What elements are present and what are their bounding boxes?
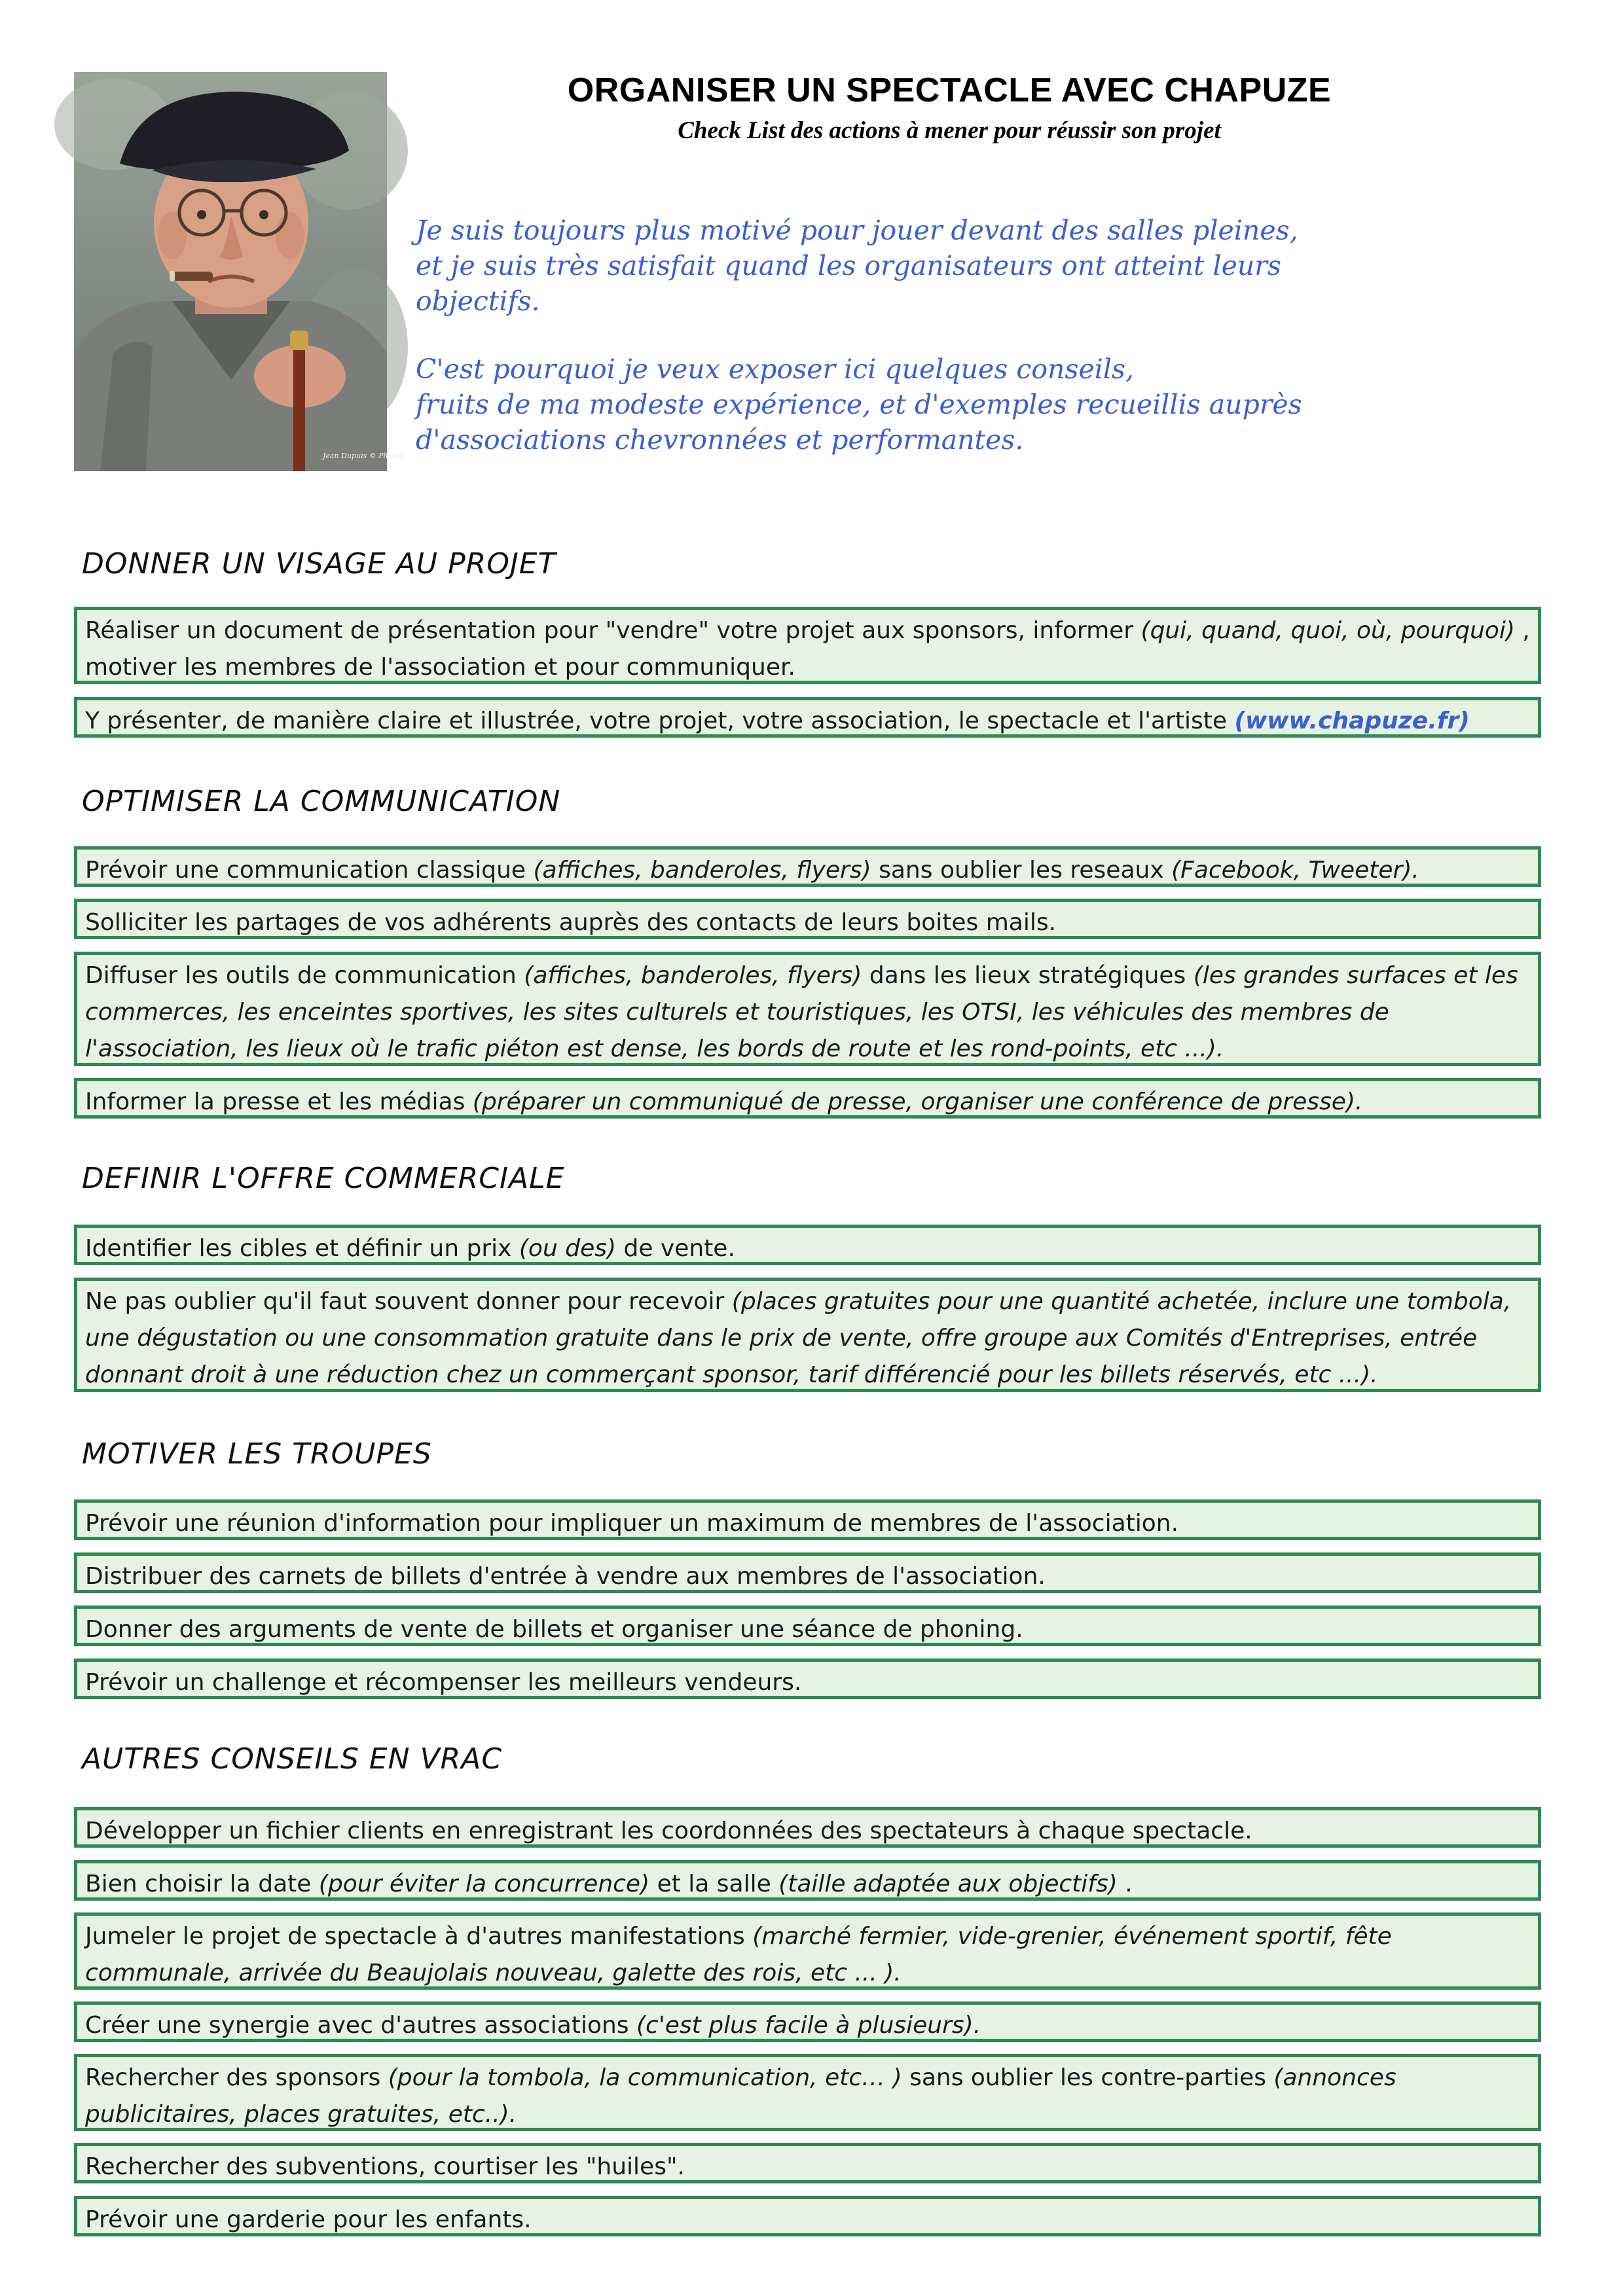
checklist-item: Ne pas oublier qu'il faut souvent donner pour recevoir (places gratuites pour une quantité achetée, inclure une tombola, une dégustation ou une consommation gratuite dans le prix de vente, offre groupe aux Comités d'Entreprises, entrée donnant droit à une réduction chez un commerçant sponsor, tarif différencié pour les billets réservés, etc ...). <box>74 1278 1541 1392</box>
section-title-offre: DEFINIR L'OFFRE COMMERCIALE <box>82 1162 565 1195</box>
checklist-item: Bien choisir la date (pour éviter la concurrence) et la salle (taille adaptée aux objectifs) . <box>74 1860 1541 1901</box>
intro-text <box>416 213 1568 457</box>
website-link[interactable]: (www.chapuze.fr) <box>1234 708 1470 734</box>
checklist-item: Rechercher des sponsors (pour la tombola, la communication, etc… ) sans oublier les contre-parties (annonces publicitaires, places gratuites, etc..). <box>74 2054 1541 2131</box>
checklist-item: Réaliser un document de présentation pour "vendre" votre projet aux sponsors, informer (qui, quand, quoi, où, pourquoi) , motiver les membres de l'association et pour communiquer. <box>74 607 1541 684</box>
checklist-item: Créer une synergie avec d'autres associations (c'est plus facile à plusieurs). <box>74 2001 1541 2042</box>
checklist-item: Prévoir une garderie pour les enfants. <box>74 2196 1541 2236</box>
checklist-item: Informer la presse et les médias (préparer un communiqué de presse, organiser une conférence de presse). <box>74 1078 1541 1119</box>
checklist-item: Distribuer des carnets de billets d'entrée à vendre aux membres de l'association. <box>74 1552 1541 1593</box>
section-title-troupes: MOTIVER LES TROUPES <box>82 1437 432 1471</box>
checklist-item: Identifier les cibles et définir un prix (ou des) de vente. <box>74 1225 1541 1265</box>
checklist-item: Diffuser les outils de communication (affiches, banderoles, flyers) dans les lieux stratégiques (les grandes surfaces et les commerces, les enceintes sportives, les sites culturels et touristiques, les OTSI, les véhicules des membres de l'association, les lieux où le trafic piéton est dense, les bords de route et les rond-points, etc ...). <box>74 952 1541 1066</box>
checklist-item: Donner des arguments de vente de billets et organiser une séance de phoning. <box>74 1605 1541 1646</box>
portrait-photo <box>74 72 404 471</box>
intro-paragraph-2: C'est pourquoi je veux exposer ici quelques conseils, fruits de ma modeste expérience, et d'exemples recueillis auprès d'associations chevronnées et performantes. <box>416 353 1302 456</box>
checklist-item: Prévoir un challenge et récompenser les meilleurs vendeurs. <box>74 1659 1541 1699</box>
checklist-item: Prévoir une communication classique (affiches, banderoles, flyers) sans oublier les reseaux (Facebook, Tweeter). <box>74 846 1541 887</box>
section-title-communication: OPTIMISER LA COMMUNICATION <box>82 785 561 818</box>
checklist-item: Y présenter, de manière claire et illustrée, votre projet, votre association, le spectacle et l'artiste (www.chapuze.fr) <box>74 697 1541 738</box>
section-title-vrac: AUTRES CONSEILS EN VRAC <box>82 1742 503 1776</box>
checklist-item: Développer un fichier clients en enregistrant les coordonnées des spectateurs à chaque spectacle. <box>74 1807 1541 1848</box>
svg-text:Jean Dupuis © Photos: Jean Dupuis © Photos <box>323 452 404 460</box>
checklist-item: Prévoir une réunion d'information pour impliquer un maximum de membres de l'association. <box>74 1499 1541 1540</box>
page-subtitle: Check List des actions à mener pour réussir son projet <box>678 117 1221 144</box>
checklist-item: Jumeler le projet de spectacle à d'autres manifestations (marché fermier, vide-grenier, événement sportif, fête communale, arrivée du Beaujolais nouveau, galette des rois, etc ... ). <box>74 1912 1541 1990</box>
checklist-item: Rechercher des subventions, courtiser les "huiles". <box>74 2143 1541 2183</box>
checklist-item: Solliciter les partages de vos adhérents auprès des contacts de leurs boites mails. <box>74 899 1541 939</box>
section-title-visage: DONNER UN VISAGE AU PROJET <box>82 547 556 581</box>
page-title: ORGANISER UN SPECTACLE AVEC CHAPUZE <box>567 71 1332 109</box>
intro-paragraph-1: Je suis toujours plus motivé pour jouer devant des salles pleines, et je suis très satisfait quand les organisateurs ont atteint leurs objectifs. <box>416 215 1298 317</box>
